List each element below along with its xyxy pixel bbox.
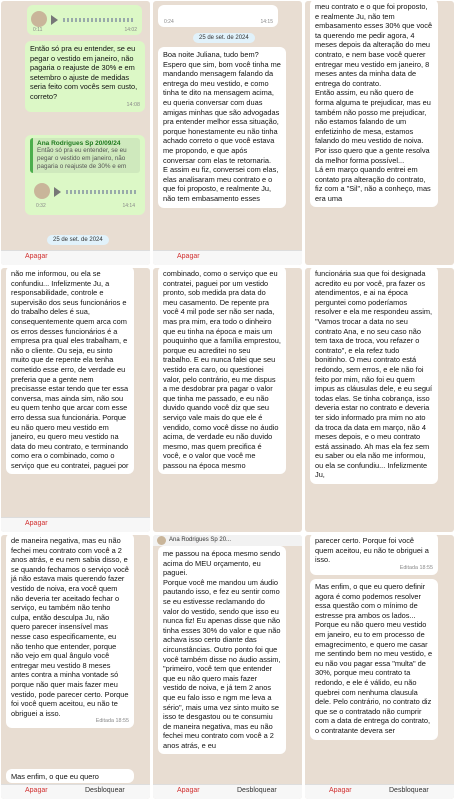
edited-label: Editada 18:55 bbox=[399, 564, 433, 571]
audio-duration: 0:24 bbox=[164, 19, 174, 25]
action-bar bbox=[1, 517, 150, 532]
waveform bbox=[63, 18, 133, 22]
message-text: combinado, como o serviço que eu contratei, paguei por um vestido pronto, sob medida pra data do meu casamento. De repente pra você 4 mil pode ser não ser nada, mas pra mim, era todo o dinheiro que eu tinha na época e mais um pouquinho que a família emprestou, porque eu acreditei no seu trabalho. E eu nunca falei que seu vestido era caro, ou questionei valor, pelo contrário, eu me dispus a me desdobrar pra pagar o valor que tinha me passado, e eu não duvido quando você diz que seu serviço vale mais do que ele é vendido, como você disse no áudio acima, de verdade eu não duvido mesmo, mas quem precifica é você, e o valor que você me passou na época mesmo bbox=[163, 269, 283, 470]
avatar bbox=[31, 11, 47, 27]
message-bubble[interactable] bbox=[310, 579, 438, 740]
play-icon[interactable] bbox=[51, 15, 58, 25]
quoted-message[interactable] bbox=[30, 138, 140, 173]
action-bar bbox=[305, 784, 454, 799]
message-time: 14:08 bbox=[126, 101, 140, 108]
message-bubble[interactable] bbox=[6, 268, 134, 474]
voice-message[interactable] bbox=[27, 5, 142, 35]
chat-panel-9 bbox=[305, 535, 454, 799]
audio-duration: 0:32 bbox=[36, 203, 46, 209]
chat-header[interactable] bbox=[153, 535, 302, 546]
avatar bbox=[157, 536, 166, 545]
message-text: Mas enfim, o que eu quero bbox=[11, 772, 99, 781]
chat-panel-6 bbox=[305, 268, 454, 532]
message-text: meu contrato e o que foi proposto, e realmente Ju, não tem embasamento esses 30% que você ta querendo me pedir agora, 4 meses depois da alteração do meu contrato, e nem base você querer entregar meu vestido em janeiro, 8 meses antes da minha data de entrega do contrato. Então assim, eu não quero de forma alguma te prejudicar, mas eu também não posso me prejudicar, não estamos falando de um enfetizinho de mesa, estamos falando do meu vestido de noiva. Por isso quero que a gente resolva da melhor forma possível... Lá em março quando entrei em contato pra alteração do contrato, fiz com a "Sil", não a conheço, mas era uma bbox=[315, 2, 433, 203]
chat-panel-4 bbox=[1, 268, 150, 532]
message-bubble[interactable] bbox=[6, 769, 134, 783]
quoted-text: Então só pra eu entender, se eu pegar o vestido em janeiro, não pagaria o reajuste de 30% e em bbox=[37, 147, 127, 170]
play-icon[interactable] bbox=[54, 187, 61, 197]
chat-panel-5 bbox=[153, 268, 302, 532]
reply-bubble[interactable] bbox=[25, 135, 145, 215]
message-bubble[interactable] bbox=[310, 1, 438, 207]
unpin-button[interactable]: Desbloquear bbox=[85, 787, 125, 794]
delete-button[interactable]: Apagar bbox=[25, 787, 48, 794]
delete-button[interactable]: Apagar bbox=[177, 253, 200, 260]
quoted-author: Ana Rodrigues Sp 20/09/24 bbox=[37, 140, 121, 147]
unpin-button[interactable]: Desbloquear bbox=[237, 787, 277, 794]
chat-panel-3 bbox=[305, 1, 454, 265]
action-bar bbox=[153, 250, 302, 265]
message-bubble[interactable] bbox=[310, 268, 438, 484]
audio-time: 14:14 bbox=[122, 203, 135, 209]
chat-panel-8 bbox=[153, 535, 302, 799]
audio-time: 14:02 bbox=[124, 27, 137, 33]
avatar bbox=[34, 183, 50, 199]
message-text: de maneira negativa, mas eu não fechei meu contrato com você a 2 anos atrás, e eu nem sabia disso, e se quando fechamos o serviço você já não estava mais querendo fazer vestido de noiva, era você quem não deveria ter aceitado fechar o serviço, eu também não tenho culpa, então desculpa Ju, não quero parecer insensível mas nesse caso especificamente, eu não tenho que entender, porque não vejo em qual ângulo você entregar meu vestido 8 meses antes contra a minha vontade só porque não quer mais fazer meu vestido, pode parecer certo. Porque foi você quem aceitou, eu não te obriguei a isso. bbox=[11, 536, 131, 718]
message-bubble[interactable] bbox=[158, 546, 286, 754]
delete-button[interactable]: Apagar bbox=[177, 787, 200, 794]
date-divider: 25 de set. de 2024 bbox=[47, 235, 109, 245]
chat-panel-2 bbox=[153, 1, 302, 265]
message-text: não me informou, ou ela se confundiu... Infelizmente Ju, a responsabilidade, controle e supervisão dos seus funcionários e do trabalho deles é sua, consequentemente quem arca com os erros desses funcionários é a empresa pra qual eles trabalham, e não o cliente. Ou seja, eu sinto muito que de repente ela tenha cometido esse erro, de verdade eu preferia que a gente nem precisasse estar tendo que ter essa conversa, mas ainda sim, não sou eu quem tenho que arcar com esse erro dessa sua funcionária. Porque eu não quero meu vestido em janeiro, eu quero meu vestido na data do meu contrato, e terminando como era o combinado, como o serviço que eu contratei, paguei por bbox=[11, 269, 131, 470]
action-bar bbox=[153, 784, 302, 799]
action-bar bbox=[1, 784, 150, 799]
delete-button[interactable]: Apagar bbox=[25, 520, 48, 527]
chat-panel-1 bbox=[1, 1, 150, 265]
audio-time: 14:15 bbox=[260, 19, 273, 25]
message-text: parecer certo. Porque foi você quem aceitou, eu não te obriguei a isso. bbox=[315, 536, 431, 565]
message-text: me passou na época mesmo sendo acima do MEU orçamento, eu paguei. Porque você me mandou um áudio pautando isso, e fez eu sentir como se eu estivesse reclamando do valor do vestido, sendo que isso eu nunca fiz! Eu apenas disse que não tinha esses 30% do valor e que não achava isso certo diante das circunstâncias. Outro ponto foi que você também disse no áudio assim, "primeiro, você tem que entender que eu não quero mais fazer vestido de noiva, e já tem 2 anos que eu falo isso e ngm me leva a sério", mais uma vez sinto muito se isso te desgastou ou te consumiu de maneira negativa, mas eu não fechei meu contrato com você a 2 anos atrás, e eu bbox=[163, 549, 281, 750]
waveform bbox=[66, 190, 136, 194]
message-text: funcionária sua que foi designada acredito eu por você, pra fazer os atendimentos, e ai na época perguntei como poderíamos resolver e ela me respondeu assim, "Vamos trocar a data no seu contrato Ana, e no seu caso não tem taxa de troca, vou refazer o contrato", e ela refez tudo bonitinho. O meu contrato está redondo, sem erros, e ele não foi feito por mim, não foi eu quem impus as cláusulas dele, e eu seguí todas elas. Se tinha cobrança, isso deveria estar no contrato e deveria ter sido informado pra mim no ato da troca da data em março, não 4 meses depois, e o meu contrato está assinado. Ah mas ela fez sem eu saber ou ela não me informou, ou ela se confundiu... Infelizmente Ju, bbox=[315, 269, 435, 480]
unpin-button[interactable]: Desbloquear bbox=[389, 787, 429, 794]
message-bubble[interactable] bbox=[158, 47, 286, 208]
delete-button[interactable]: Apagar bbox=[329, 787, 352, 794]
message-text: Então só pra eu entender, se eu pegar o vestido em janeiro, não pagaria o reajuste de 30% e em setembro o ajuste de medidas seria feito com vocês sem custo, correto? bbox=[30, 44, 140, 101]
contact-name: Ana Rodrigues Sp 20... bbox=[169, 537, 232, 543]
date-divider: 25 de set. de 2024 bbox=[193, 33, 255, 43]
audio-duration: 0:11 bbox=[33, 27, 43, 33]
message-bubble[interactable] bbox=[6, 535, 134, 728]
message-text: Boa noite Juliana, tudo bem? Espero que sim, bom você tinha me mandando mensagem falando da entrega do meu vestido, e como tinha te dito na mensagem acima, eu queria conversar com duas amigas minhas que são advogadas pra entender melhor essa situação, porque honestamente eu não tinha achado correto o que você estava me propondo, e que após conversar com elas te retornaria. E assim eu fiz, conversei com elas, elas analisaram meu contrato e o que foi proposto, e realmente Ju, não tem embasamento esses bbox=[163, 50, 281, 203]
message-text: Mas enfim, o que eu quero definir agora é como podemos resolver essa questão com o mínimo de estresse pra ambos os lados... Porque eu não quero meu vestido em janeiro, eu to em processo de emagrecimento, e quero me casar me sentindo bem no meu vestido, e eu não vou pagar essa "multa" de 30%, porque meu contrato ta redondo, e ele é válido, eu não quebrei com nenhuma clausula dele. Pelo contrário, no contrato diz que se o contratado não cumprir com a data de entrega do contrato, o contratante devera ser bbox=[315, 582, 433, 735]
voice-message[interactable] bbox=[158, 5, 278, 27]
action-bar bbox=[1, 250, 150, 265]
delete-button[interactable]: Apagar bbox=[25, 253, 48, 260]
message-bubble[interactable] bbox=[158, 268, 286, 474]
edited-label: Editada 18:55 bbox=[95, 718, 129, 725]
chat-panel-7 bbox=[1, 535, 150, 799]
message-bubble[interactable] bbox=[310, 535, 438, 575]
message-bubble[interactable] bbox=[25, 41, 145, 112]
